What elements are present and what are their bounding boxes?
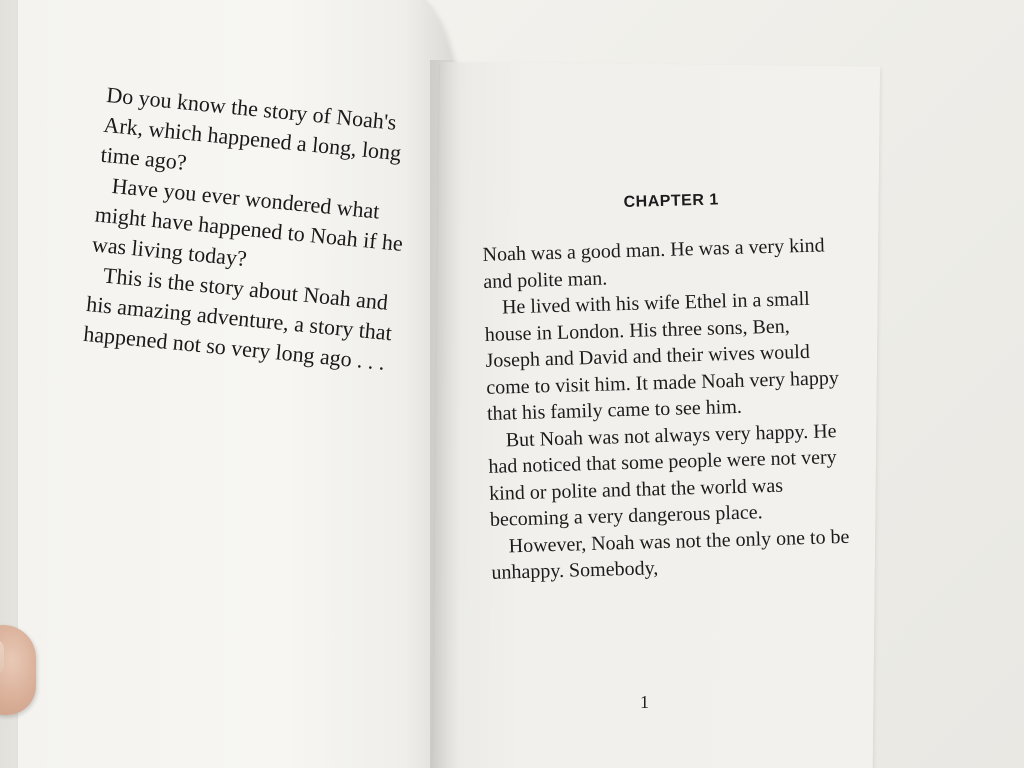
thumbnail-nail xyxy=(0,639,4,675)
left-paragraph-3: This is the story about Noah and his amazing adventure, a story that happened not so very long ago . . . xyxy=(82,262,393,375)
left-paragraph-2: Have you ever wondered what might have happened to Noah if he was living today? xyxy=(91,172,405,272)
left-page-text xyxy=(82,80,436,380)
right-paragraph-1: Noah was a good man. He was a very kind and polite man. xyxy=(482,234,825,293)
right-page-text xyxy=(482,232,851,586)
right-paragraph-4: However, Noah was not the only one to be unhappy. Somebody, xyxy=(491,525,850,584)
page-number: 1 xyxy=(640,692,649,712)
left-paragraph-1: Do you know the story of Noah's Ark, which happened a long, long time ago? xyxy=(99,81,403,175)
right-paragraph-3: But Noah was not always very happy. He had noticed that some people were not very kind or polite and that the world was becoming a very dangerous place. xyxy=(488,419,837,531)
right-page-content xyxy=(481,188,852,586)
chapter-title: CHAPTER 1 xyxy=(623,191,719,212)
right-paragraph-2: He lived with his wife Ethel in a small house in London. His three sons, Ben, Joseph and David and their wives would come to visit him. It made Noah very happy that his family came to see him. xyxy=(484,287,840,425)
